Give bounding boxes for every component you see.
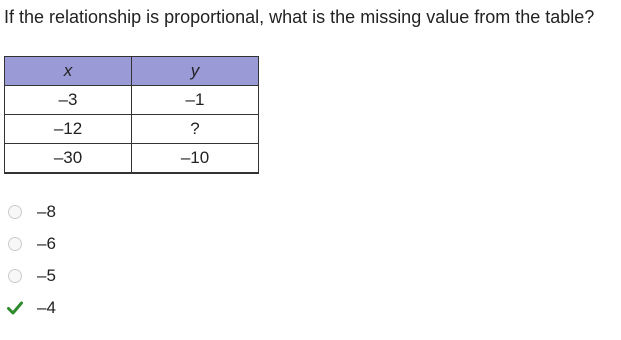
answer-choice-1[interactable] <box>8 196 56 228</box>
column-header-y: y <box>132 57 259 86</box>
answer-choice-label: –6 <box>37 234 56 253</box>
radio-icon[interactable] <box>8 269 22 283</box>
table-cell-y: –10 <box>132 144 259 174</box>
answer-choice-3[interactable] <box>8 260 56 292</box>
table-cell-y: –1 <box>132 86 259 115</box>
column-header-x: x <box>5 57 132 86</box>
answer-choice-label: –8 <box>37 202 56 221</box>
answer-choices <box>8 196 56 324</box>
radio-icon[interactable] <box>8 237 22 251</box>
table-row <box>5 115 259 144</box>
table-row <box>5 144 259 174</box>
values-table-container <box>4 56 259 174</box>
values-table <box>4 56 259 174</box>
table-cell-x: –12 <box>5 115 132 144</box>
answer-choice-label: –4 <box>37 298 56 317</box>
answer-choice-4[interactable] <box>8 292 56 324</box>
table-cell-x: –30 <box>5 144 132 174</box>
answer-choice-label: –5 <box>37 266 56 285</box>
table-cell-x: –3 <box>5 86 132 115</box>
table-header-row <box>5 57 259 86</box>
question-text: If the relationship is proportional, what is the missing value from the table? <box>4 7 595 27</box>
checkmark-icon <box>7 300 23 316</box>
answer-choice-2[interactable] <box>8 228 56 260</box>
table-cell-y: ? <box>132 115 259 144</box>
table-row <box>5 86 259 115</box>
radio-icon[interactable] <box>8 205 22 219</box>
